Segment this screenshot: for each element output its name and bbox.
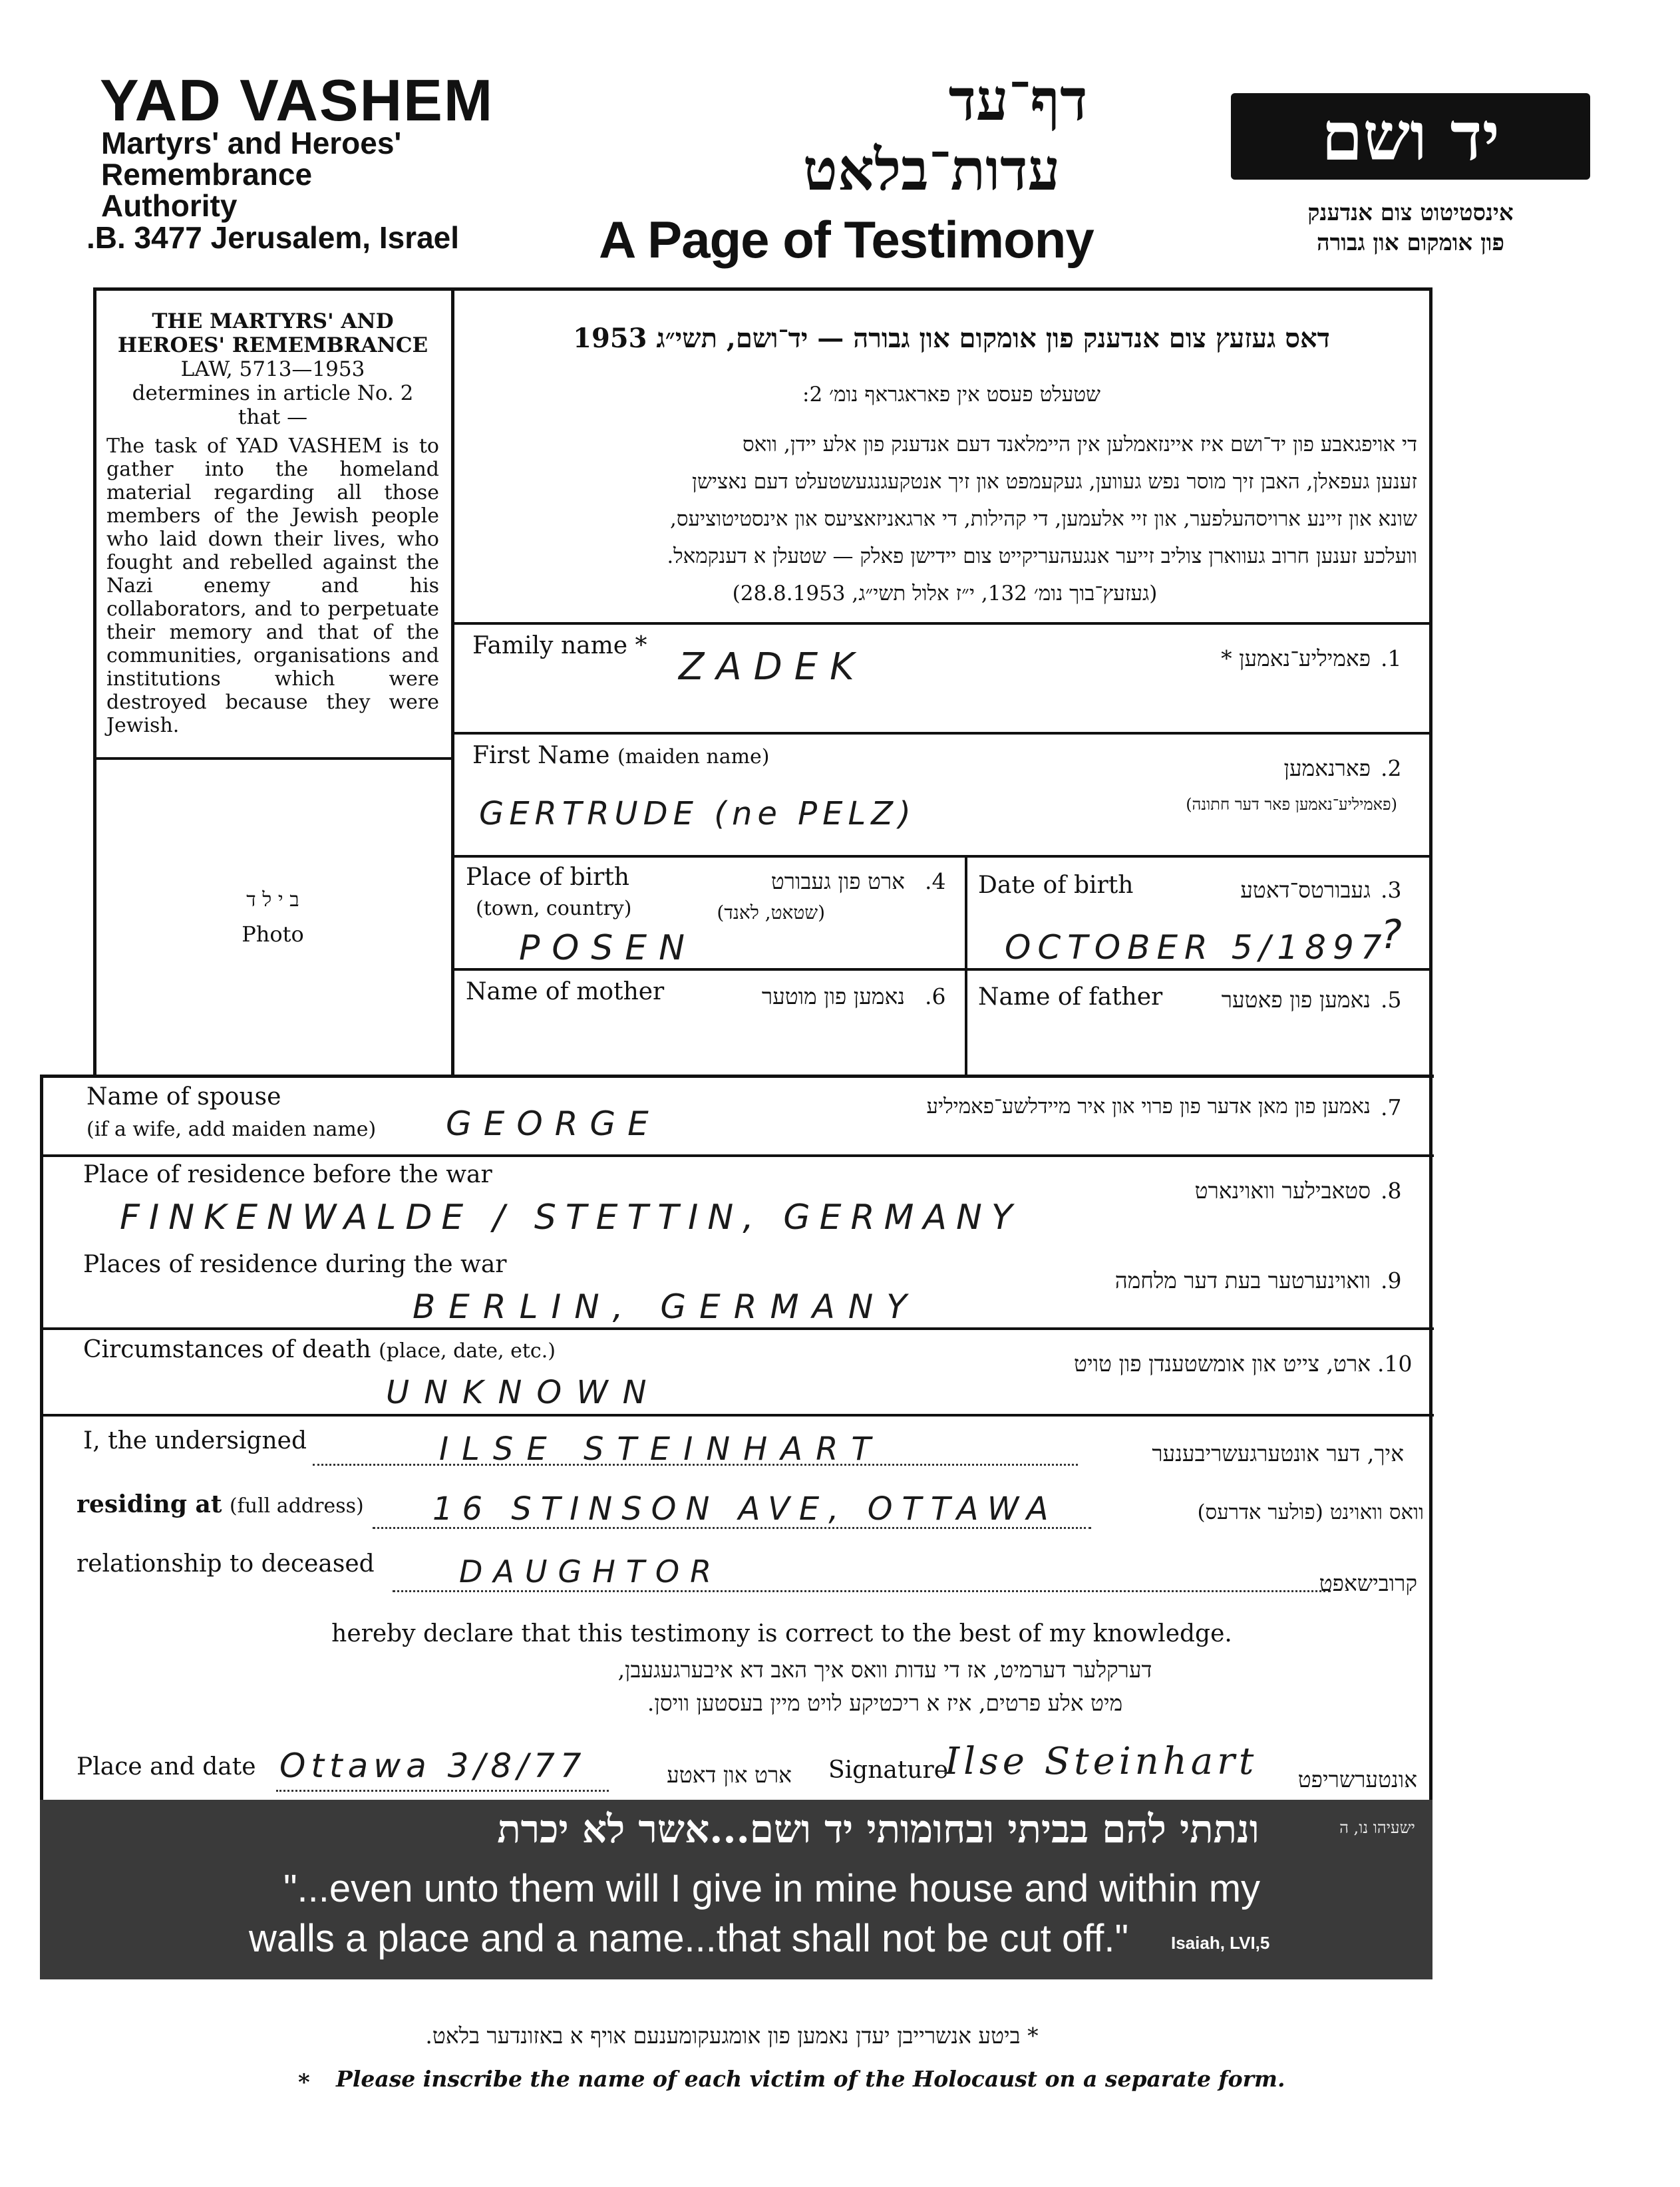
residing-label-note: (full address) (229, 1494, 364, 1518)
law-article: determines in article No. 2 (132, 381, 414, 405)
field-number: .7 (1381, 1094, 1402, 1120)
residing-value[interactable]: 16 STINSON AVE, OTTAWA (432, 1490, 1058, 1528)
field-number: .1 (1381, 645, 1402, 671)
family-name-label-yiddish: פאמיליע־נאמען * (1221, 645, 1371, 671)
law-heading: HEROES' REMEMBRANCE (117, 333, 428, 357)
first-name-label-yiddish: פארנאמען (1283, 755, 1371, 781)
signature-value[interactable]: Ilse Steinhart (945, 1740, 1258, 1783)
undersigned-value[interactable]: ILSE STEINHART (439, 1430, 884, 1468)
first-name-value[interactable]: GERTRUDE (ne PELZ) (479, 795, 916, 832)
field-number: .6 (925, 983, 946, 1009)
law-heading: LAW, 5713—1953 (180, 357, 365, 381)
spouse-note: (if a wife, add maiden name) (86, 1118, 377, 1141)
relationship-label: relationship to deceased (77, 1550, 375, 1578)
residence-before-label-yiddish: סטאבילער וואוינארט (1194, 1178, 1371, 1204)
field-number: .3 (1381, 877, 1402, 903)
first-name-label (472, 742, 770, 769)
banner-english-quote: walls a place and a name...that shall not be cut off." (248, 1917, 1129, 1960)
banner-english-quote: "...even unto them will I give in mine house and within my (283, 1867, 1261, 1910)
circumstances-label-yiddish: ארט, צייט און אומשטענדן פון טויט (1074, 1351, 1371, 1377)
place-of-birth-note-yiddish: (שטאט, לאנד) (717, 902, 825, 924)
field-number: .5 (1381, 987, 1402, 1013)
logo-hebrew-text: יד ושם (1321, 97, 1500, 176)
family-name-value[interactable]: ZADEK (679, 645, 866, 689)
logo-subtitle: אינסטיטוט צום אנדענק (1307, 200, 1514, 226)
org-name-line: Authority (101, 188, 238, 223)
place-of-birth-value[interactable]: POSEN (519, 928, 697, 968)
page-title: A Page of Testimony (599, 210, 1094, 269)
residence-before-label: Place of residence before the war (83, 1161, 492, 1188)
field-number: .2 (1381, 755, 1402, 781)
circumstances-label-note: (place, date, etc.) (379, 1339, 556, 1363)
place-of-birth-note: (town, country) (476, 897, 632, 920)
circumstances-label (83, 1336, 556, 1363)
yiddish-law-line: זענען געפאלן, האבן זיך מוסר נפש געווען, געקעמפט און זיך אנטקעגנגעשטעלט דעם נאצישן (692, 470, 1417, 494)
first-name-label-text: First Name (472, 742, 610, 769)
place-date-label-yiddish: ארט און דאטע (667, 1762, 792, 1788)
yiddish-law-title: דאס געזעץ צום אנדענק פון אומקום און גבורה — יד־ושם, תשי״ג 1953 (573, 323, 1330, 354)
signature-label-yiddish: אונטערשריפט (1297, 1766, 1417, 1792)
spouse-label-yiddish: נאמען פון מאן אדער פון פרוי און איר מיידלשע־פאמיליע (926, 1094, 1371, 1118)
org-name-line: Martyrs' and Heroes' (101, 126, 402, 160)
footnote-yiddish: * ביטע אנשרייבן יעדן נאמען פון אומגעקומענעם אויף א באזונדער בלאט. (425, 2023, 1039, 2049)
yiddish-law-line: (געזעץ־בוך נומ׳ 132, י״ז אלול תשי״ג, 28.8.1953) (732, 582, 1158, 605)
declaration-yiddish: מיט אלע פרטים, איז א ריכטיקע לויט מיין בעסטען וויסן. (647, 1690, 1123, 1716)
circumstances-value[interactable]: UNKNOWN (386, 1374, 661, 1411)
relationship-label-yiddish: קרובישאפט (1319, 1570, 1417, 1596)
date-of-birth-value[interactable]: OCTOBER 5/1897 (1005, 928, 1389, 967)
father-name-label-yiddish: נאמען פון פאטער (1221, 987, 1371, 1013)
spouse-value[interactable]: GEORGE (446, 1104, 661, 1143)
org-title: YAD VASHEM (100, 67, 494, 133)
banner-reference: Isaiah, LVI,5 (1171, 1933, 1270, 1953)
yiddish-law-line: שונא און זיינע ארויסהעלפער, און זיי אלעמען, די קהילות, די ארגאניזאציעס און אינסטיטוציעס, (670, 507, 1417, 531)
declaration-yiddish: דערקלער דערמיט, אז די עדות וואס איך האב דא איבערגעגעבן, (617, 1657, 1152, 1683)
footnote-english: Please inscribe the name of each victim of the Holocaust on a separate form. (336, 2066, 1285, 2092)
family-name-label: Family name * (472, 632, 647, 659)
place-of-birth-label: Place of birth (466, 864, 629, 891)
undersigned-label-yiddish: איך, דער אונטערגעשריבענער (1152, 1440, 1404, 1466)
circumstances-label-text: Circumstances of death (83, 1336, 371, 1363)
residing-label-yiddish: וואס וואוינט (פולער אדרעס) (1197, 1500, 1424, 1524)
yiddish-title-1: דף־עד (948, 67, 1088, 134)
undersigned-label: I, the undersigned (83, 1427, 307, 1454)
yiddish-law-line: וועלכע זענען חרוב געווארן צוליב זייער אנגעהעריקייט צום יידישן פאלק — שטעלן א דענקמאל. (667, 544, 1417, 568)
residence-during-label-yiddish: וואוינערטער בעת דער מלחמה (1114, 1267, 1371, 1293)
photo-label-yiddish: ב י ל ד (246, 888, 299, 912)
yiddish-law-text (472, 426, 1417, 612)
org-address: .B. 3477 Jerusalem, Israel (86, 220, 460, 255)
footnote-asterisk: * (298, 2069, 310, 2096)
org-name-line: Remembrance (101, 157, 313, 192)
mother-name-label: Name of mother (466, 978, 665, 1005)
first-name-note-yiddish: (פאמיליע־נאמען פאר דער חתונה) (1186, 795, 1397, 814)
yiddish-law-line: די אויפגאבע פון יד־ושם איז איינזאמלען אין היימלאנד דעם אנדענק פון אלע יידן, וואס (743, 432, 1417, 456)
spouse-label: Name of spouse (86, 1083, 281, 1110)
yiddish-title-2: עדות־בלאט (802, 136, 1061, 204)
yad-vashem-logo (1231, 93, 1590, 180)
relationship-value[interactable]: DAUGHTOR (459, 1554, 723, 1590)
place-date-label: Place and date (77, 1753, 256, 1780)
field-number: .9 (1381, 1267, 1402, 1293)
law-heading: THE MARTYRS' AND (152, 309, 394, 333)
place-of-birth-label-yiddish: ארט פון געבורט (770, 868, 905, 894)
law-body: The task of YAD VASHEM is to gather into the homeland material regarding all those members of the Jewish people who laid down their lives, who fought and rebelled against the Nazi enemy and his collaborators, and to perpetuate their memory and that of the communities, organisations and institutions which were destroyed because they were Jewish. (106, 434, 439, 737)
date-of-birth-label: Date of birth (978, 872, 1134, 899)
photo-label: Photo (242, 922, 304, 947)
banner-hebrew-ref: ישעיהו נו, ה (1339, 1818, 1415, 1837)
residing-label-text: residing at (77, 1490, 222, 1518)
father-name-label: Name of father (978, 983, 1163, 1011)
law-article: that — (238, 405, 308, 429)
date-of-birth-label-yiddish: געבורטס־דאטע (1240, 877, 1371, 903)
signature-label: Signature (828, 1757, 949, 1784)
residence-during-value[interactable]: BERLIN, GERMANY (413, 1287, 920, 1326)
residence-during-label: Places of residence during the war (83, 1251, 507, 1278)
first-name-label-note: (maiden name) (617, 745, 770, 768)
quote-banner (40, 1800, 1432, 1979)
banner-hebrew-quote: ונתתי להם בביתי ובחומותי יד ושם...אשר לא יכרת (497, 1806, 1260, 1852)
mother-name-label-yiddish: נאמען פון מוטער (761, 983, 905, 1009)
logo-subtitle: פון אומקום און גבורה (1317, 230, 1504, 256)
field-number: .4 (925, 868, 946, 894)
residence-before-value[interactable]: FINKENWALDE / STETTIN, GERMANY (120, 1198, 1022, 1238)
field-number: .10 (1377, 1351, 1413, 1377)
yiddish-law-subtitle: שטעלט פעסט אין פאראגראף נומ׳ 2: (802, 383, 1101, 407)
law-box (106, 309, 439, 737)
residing-label (77, 1490, 364, 1518)
date-of-birth-uncertain-mark: ? (1381, 912, 1414, 958)
field-number: .8 (1381, 1178, 1402, 1204)
declaration-english: hereby declare that this testimony is correct to the best of my knowledge. (331, 1620, 1232, 1647)
place-date-value[interactable]: Ottawa 3/8/77 (279, 1747, 587, 1785)
